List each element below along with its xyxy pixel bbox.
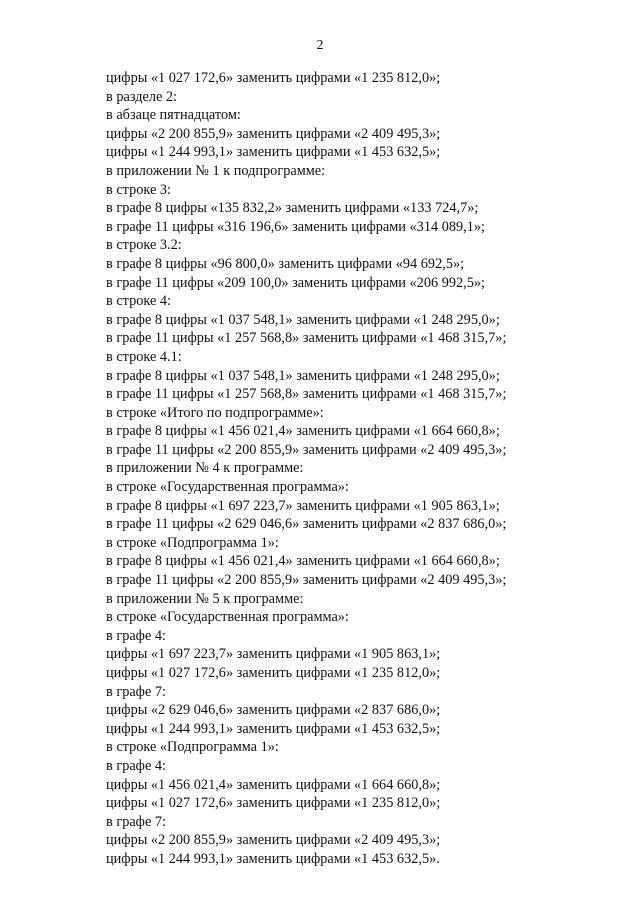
document-line: цифры «1 027 172,6» заменить цифрами «1 235 812,0»; [106,795,441,812]
document-body [106,69,606,869]
document-line: в графе 7: [106,683,166,700]
document-line: в строке «Государственная программа»: [106,479,349,496]
document-line: в графе 11 цифры «2 200 855,9» заменить цифрами «2 409 495,3»; [106,441,507,458]
document-line: в графе 8 цифры «1 456 021,4» заменить цифрами «1 664 660,8»; [106,423,500,440]
document-line: в разделе 2: [106,88,178,105]
document-line: цифры «1 027 172,6» заменить цифрами «1 235 812,0»; [106,70,441,86]
document-line: цифры «1 697 223,7» заменить цифрами «1 905 863,1»; [106,646,441,663]
document-line: в абзаце пятнадцатом: [106,107,241,124]
document-line: в графе 11 цифры «1 257 568,8» заменить цифрами «1 468 315,7»; [106,386,507,403]
document-line: в графе 8 цифры «135 832,2» заменить цифрами «133 724,7»; [106,200,479,217]
document-line: цифры «1 244 993,1» заменить цифрами «1 453 632,5». [106,850,440,867]
document-line: цифры «1 244 993,1» заменить цифрами «1 453 632,5»; [106,720,441,737]
document-line: цифры «2 200 855,9» заменить цифрами «2 409 495,3»; [106,125,441,142]
document-line: в строке «Итого по подпрограмме»: [106,404,324,421]
document-line: цифры «2 200 855,9» заменить цифрами «2 409 495,3»; [106,832,441,849]
document-line: в строке 3: [106,181,172,198]
document-line: в приложении № 4 к программе: [106,460,304,477]
document-line: в строке «Подпрограмма 1»: [106,534,279,551]
document-line: в графе 8 цифры «1 697 223,7» заменить цифрами «1 905 863,1»; [106,497,500,514]
document-line: в приложении № 1 к подпрограмме: [106,162,326,179]
document-line: в графе 11 цифры «2 200 855,9» заменить цифрами «2 409 495,3»; [106,572,507,589]
document-line: в строке 4.1: [106,348,182,365]
document-line: цифры «2 629 046,6» заменить цифрами «2 837 686,0»; [106,702,441,719]
document-line: в графе 11 цифры «316 196,6» заменить цифрами «314 089,1»; [106,218,485,235]
document-line: в строке «Подпрограмма 1»: [106,739,279,756]
document-line: в приложении № 5 к программе: [106,590,304,607]
page-number: 2 [316,38,324,53]
document-line: в графе 7: [106,813,166,830]
document-line: в графе 8 цифры «1 037 548,1» заменить цифрами «1 248 295,0»; [106,311,500,328]
document-line: в графе 11 цифры «2 629 046,6» заменить цифрами «2 837 686,0»; [106,516,507,533]
document-line: в графе 4: [106,757,166,774]
document-line: в графе 11 цифры «1 257 568,8» заменить цифрами «1 468 315,7»; [106,330,507,347]
document-line: в графе 8 цифры «1 037 548,1» заменить цифрами «1 248 295,0»; [106,367,500,384]
document-line: в строке 3.2: [106,237,182,254]
document-line: в графе 8 цифры «1 456 021,4» заменить цифрами «1 664 660,8»; [106,553,500,570]
document-line: в графе 4: [106,627,166,644]
document-line: цифры «1 456 021,4» заменить цифрами «1 664 660,8»; [106,776,441,793]
document-line: в графе 8 цифры «96 800,0» заменить цифрами «94 692,5»; [106,255,465,272]
document-line: в графе 11 цифры «209 100,0» заменить цифрами «206 992,5»; [106,274,485,291]
document-line: цифры «1 244 993,1» заменить цифрами «1 453 632,5»; [106,144,441,161]
document-line: в строке 4: [106,293,172,310]
document-line: в строке «Государственная программа»: [106,609,349,626]
document-line: цифры «1 027 172,6» заменить цифрами «1 235 812,0»; [106,665,441,681]
